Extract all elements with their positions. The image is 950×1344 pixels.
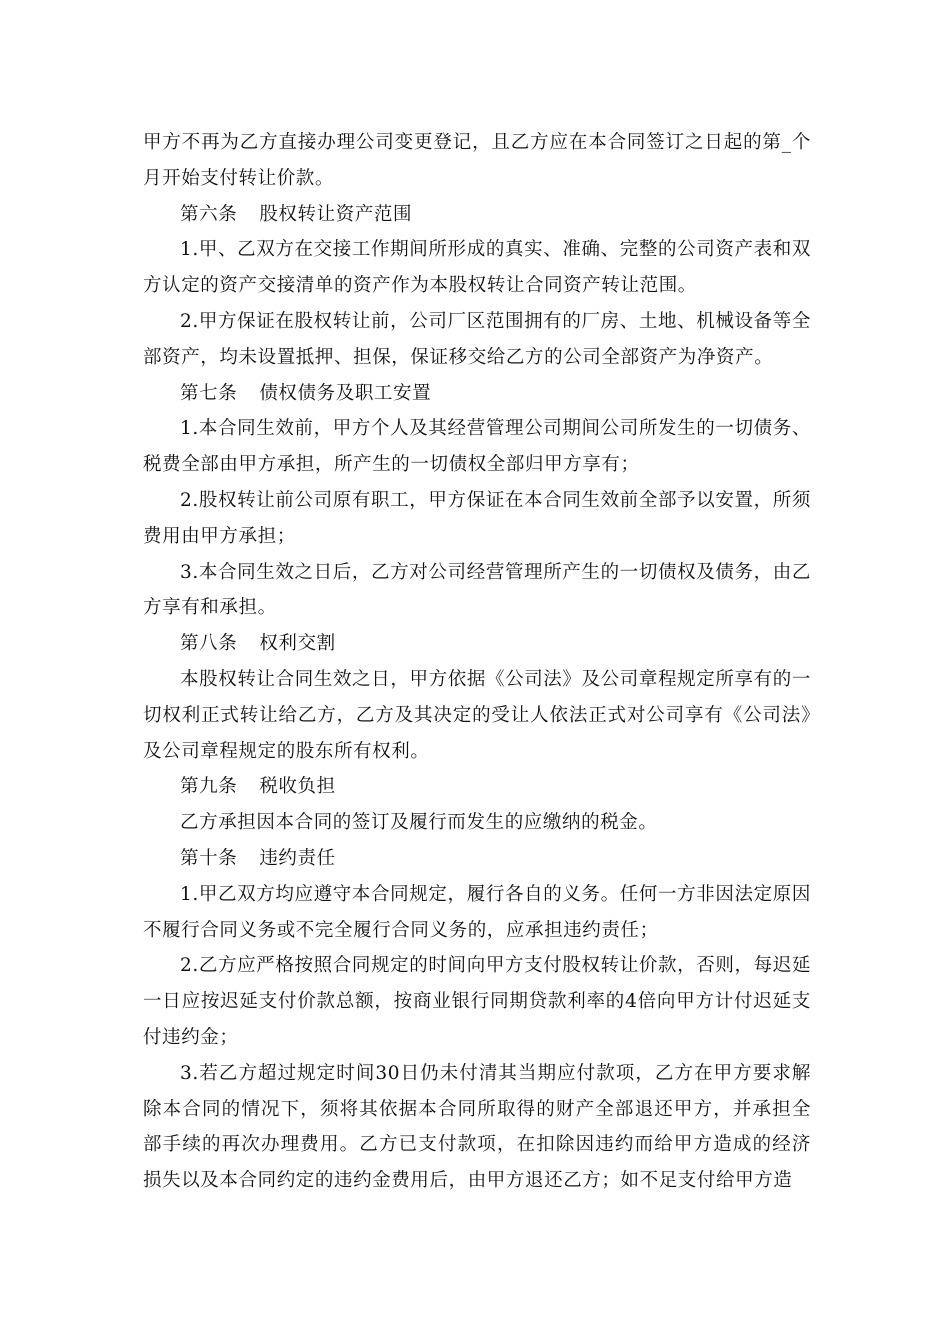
article-title: 股权转让资产范围: [259, 203, 413, 225]
article-heading: [143, 769, 811, 805]
article-title: 税收负担: [259, 776, 336, 798]
paragraph: 3.若乙方超过规定时间30日仍未付清其当期应付款项，乙方在甲方要求解除本合同的情况下，须将其依据本合同所取得的财产全部退还甲方，并承担全部手续的再次办理费用。乙方已支付款项，在扣除因违约而给甲方造成的经济损失以及本合同约定的违约金费用后，由甲方退还乙方；如不足支付给甲方造: [143, 1062, 811, 1192]
article-title: 权利交割: [259, 633, 336, 655]
paragraph: 2.甲方保证在股权转让前，公司厂区范围拥有的厂房、土地、机械设备等全部资产，均未设置抵押、担保，保证移交给乙方的公司全部资产为净资产。: [143, 310, 811, 368]
paragraph: 乙方承担因本合同的签订及履行而发生的应缴纳的税金。: [180, 812, 658, 834]
paragraph: 甲方不再为乙方直接办理公司变更登记，且乙方应在本合同签订之日起的第_个月开始支付转让价款。: [143, 132, 811, 189]
article-number: 第六条: [180, 203, 238, 225]
article-number: 第九条: [180, 776, 238, 798]
article-number: 第八条: [180, 633, 238, 655]
article-title: 违约责任: [259, 847, 336, 869]
paragraph: 1.甲乙双方均应遵守本合同规定，履行各自的义务。任何一方非因法定原因不履行合同义务或不完全履行合同义务的，应承担违约责任；: [143, 883, 811, 941]
article-heading: [143, 376, 811, 412]
document-body: [143, 125, 811, 1199]
article-number: 第十条: [180, 847, 238, 869]
article-heading: [143, 626, 811, 662]
article-heading: [143, 841, 811, 877]
paragraph: 1.甲、乙双方在交接工作期间所形成的真实、准确、完整的公司资产表和双方认定的资产交接清单的资产作为本股权转让合同资产转让范围。: [143, 239, 811, 297]
paragraph: 2.股权转让前公司原有职工，甲方保证在本合同生效前全部予以安置，所须费用由甲方承担；: [143, 489, 811, 547]
paragraph: 1.本合同生效前，甲方个人及其经营管理公司期间公司所发生的一切债务、税费全部由甲方承担，所产生的一切债权全部归甲方享有；: [143, 418, 811, 476]
paragraph: 2.乙方应严格按照合同规定的时间向甲方支付股权转让价款，否则，每迟延一日应按迟延支付价款总额，按商业银行同期贷款利率的4倍向甲方计付迟延支付违约金；: [143, 955, 811, 1048]
paragraph: 本股权转让合同生效之日，甲方依据《公司法》及公司章程规定所享有的一切权利正式转让给乙方，乙方及其决定的受让人依法正式对公司享有《公司法》及公司章程规定的股东所有权利。: [143, 668, 811, 762]
article-number: 第七条: [180, 382, 238, 404]
paragraph: 3.本合同生效之日后，乙方对公司经营管理所产生的一切债权及债务，由乙方享有和承担。: [143, 561, 811, 619]
article-heading: [143, 197, 811, 233]
article-title: 债权债务及职工安置: [259, 382, 432, 404]
